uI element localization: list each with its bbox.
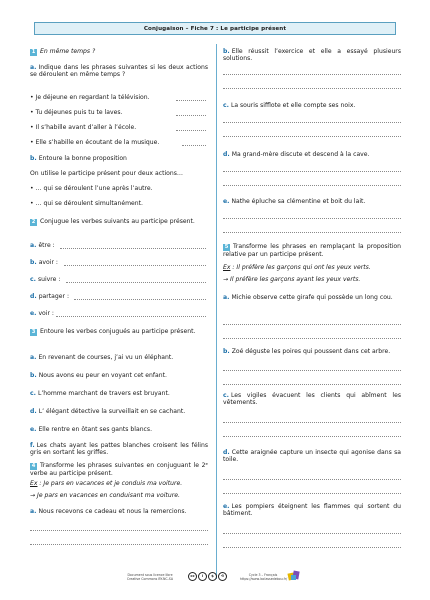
list-item: • Elle s’habille en écoutant de la musique. bbox=[30, 139, 160, 146]
site-logo-icon bbox=[287, 569, 301, 582]
transform-item: e. Nathe épluche sa clémentine et boit du lait. bbox=[223, 198, 366, 205]
relative-item: b. Zoé déguste les poires qui poussent dans cet arbre. bbox=[223, 348, 391, 355]
noncommercial-icon: $ bbox=[208, 572, 217, 581]
section-3-number: 3 bbox=[31, 329, 36, 335]
answer-line[interactable] bbox=[223, 324, 401, 325]
list-item: • Tu déjeunes puis tu te laves. bbox=[30, 109, 123, 116]
answer-line[interactable] bbox=[74, 299, 206, 300]
answer-line[interactable] bbox=[56, 316, 206, 317]
section-4-heading bbox=[30, 462, 208, 477]
relative-item: d. Cette araignée capture un insecte qui agonise dans sa toile. bbox=[223, 449, 401, 464]
sentence-item[interactable]: f. Les chats ayant les pattes blanches croisent les félins gris en sortant les griffes. bbox=[30, 442, 208, 457]
sentence-item[interactable]: c. L’homme marchant de travers est bruyant. bbox=[30, 390, 170, 397]
answer-line[interactable] bbox=[223, 74, 401, 75]
section-5-heading bbox=[223, 243, 401, 258]
verb-item: e. voir : bbox=[30, 310, 54, 317]
verb-item: a. être : bbox=[30, 242, 55, 249]
exercise-1a bbox=[30, 64, 208, 79]
cc-icon: cc bbox=[188, 572, 197, 581]
section-1-title: En même temps ? bbox=[40, 48, 96, 55]
sentence-item[interactable]: d. L’ élégant détective la surveillait en se cachant. bbox=[30, 408, 186, 415]
answer-line[interactable] bbox=[223, 547, 401, 548]
sentence-item[interactable]: b. Nous avons eu peur en voyant cet enfant. bbox=[30, 372, 167, 379]
transform-item: c. La souris sifflote et elle compte ses noix. bbox=[223, 102, 356, 109]
answer-line[interactable] bbox=[223, 370, 401, 371]
list-item: • Je déjeune en regardant la télévision. bbox=[30, 94, 150, 101]
example-line: Ex : Il préfère les garçons qui ont les yeux verts. bbox=[223, 264, 371, 271]
answer-line[interactable] bbox=[223, 136, 401, 137]
transform-item: a. Nous recevons ce cadeau et nous la remercions. bbox=[30, 508, 187, 515]
item-letter: a. bbox=[30, 64, 37, 71]
answer-line[interactable] bbox=[176, 115, 206, 116]
sentence-item[interactable]: a. En revenant de courses, j’ai vu un éléphant. bbox=[30, 354, 174, 361]
answer-line[interactable] bbox=[223, 218, 401, 219]
exercise-1b bbox=[30, 155, 208, 162]
verb-item: b. avoir : bbox=[30, 259, 58, 266]
license-text: Document sous licence libre Creative Commons BY-NC-SA bbox=[126, 573, 174, 581]
relative-item: e. Les pompiers éteignent les flammes qui sortent du bâtiment. bbox=[223, 503, 401, 518]
section-1-heading bbox=[30, 48, 208, 56]
choice-option[interactable]: • … qui se déroulent simultanément. bbox=[30, 200, 143, 207]
answer-line[interactable] bbox=[223, 232, 401, 233]
verb-item: d. partager : bbox=[30, 293, 70, 300]
example-answer: → Je pars en vacances en conduisant ma voiture. bbox=[30, 492, 180, 499]
answer-line[interactable] bbox=[223, 533, 401, 534]
verb-item: c. suivre : bbox=[30, 276, 61, 283]
item-letter: b. bbox=[30, 155, 37, 162]
section-5-number: 5 bbox=[224, 244, 229, 250]
section-3-title: Entoure les verbes conjugués au participe présent. bbox=[40, 328, 196, 335]
relative-item: c. Les vigiles évacuent les clients qui abîment les vêtements. bbox=[223, 392, 401, 407]
answer-line[interactable] bbox=[223, 338, 401, 339]
answer-line[interactable] bbox=[223, 88, 401, 89]
exercise-1b-intro: On utilise le participe présent pour deux actions… bbox=[30, 170, 184, 177]
answer-line[interactable] bbox=[182, 145, 206, 146]
answer-line[interactable] bbox=[60, 248, 206, 249]
page-title: Conjugaison – Fiche 7 : Le participe présent bbox=[34, 22, 396, 35]
example-line: Ex : Je pars en vacances et je conduis ma voiture. bbox=[30, 480, 183, 487]
answer-line[interactable] bbox=[176, 130, 206, 131]
answer-line[interactable] bbox=[223, 436, 401, 437]
answer-line[interactable] bbox=[223, 185, 401, 186]
answer-line[interactable] bbox=[223, 384, 401, 385]
section-2-number: 2 bbox=[31, 219, 36, 225]
answer-line[interactable] bbox=[30, 544, 208, 545]
column-divider bbox=[216, 44, 217, 579]
answer-line[interactable] bbox=[223, 422, 401, 423]
answer-line[interactable] bbox=[176, 100, 206, 101]
list-item: • Il s’habille avant d’aller à l’école. bbox=[30, 124, 137, 131]
sentence-item[interactable]: e. Elle rentre en ôtant ses gants blancs. bbox=[30, 426, 153, 433]
site-text: Cycle 3 – Français https://www.laclassedebou.fr/ bbox=[240, 573, 288, 581]
transform-item: b. Elle réussit l’exercice et elle a essayé plusieurs solutions. bbox=[223, 48, 401, 63]
section-2-title: Conjugue les verbes suivants au participe présent. bbox=[40, 218, 195, 225]
answer-line[interactable] bbox=[223, 171, 401, 172]
attribution-icon: i bbox=[198, 572, 207, 581]
answer-line[interactable] bbox=[30, 530, 208, 531]
section-5-title: Transforme les phrases en remplaçant la proposition relative par un participe présent. bbox=[223, 243, 401, 258]
answer-line[interactable] bbox=[223, 479, 401, 480]
section-1-number: 1 bbox=[31, 49, 36, 55]
answer-line[interactable] bbox=[223, 122, 401, 123]
example-answer: → Il préfère les garçons ayant les yeux verts. bbox=[223, 276, 361, 283]
answer-line[interactable] bbox=[64, 265, 206, 266]
section-3-heading bbox=[30, 328, 208, 336]
answer-line[interactable] bbox=[223, 493, 401, 494]
section-4-title: Transforme les phrases suivantes en conjuguant le 2ᵉ verbe au participe présent. bbox=[30, 462, 208, 477]
choice-option[interactable]: • … qui se déroulent l’une après l’autre. bbox=[30, 185, 153, 192]
sharealike-icon: ⟲ bbox=[218, 572, 227, 581]
answer-line[interactable] bbox=[66, 282, 206, 283]
section-4-number: 4 bbox=[31, 463, 36, 469]
exercise-1b-text: Entoure la bonne proposition bbox=[38, 155, 127, 162]
exercise-1a-text: Indique dans les phrases suivantes si les deux actions se déroulent en même temps ? bbox=[30, 64, 208, 79]
relative-item: a. Michie observe cette girafe qui possède un long cou. bbox=[223, 294, 393, 301]
transform-item: d. Ma grand-mère discute et descend à la cave. bbox=[223, 151, 370, 158]
section-2-heading bbox=[30, 218, 208, 226]
